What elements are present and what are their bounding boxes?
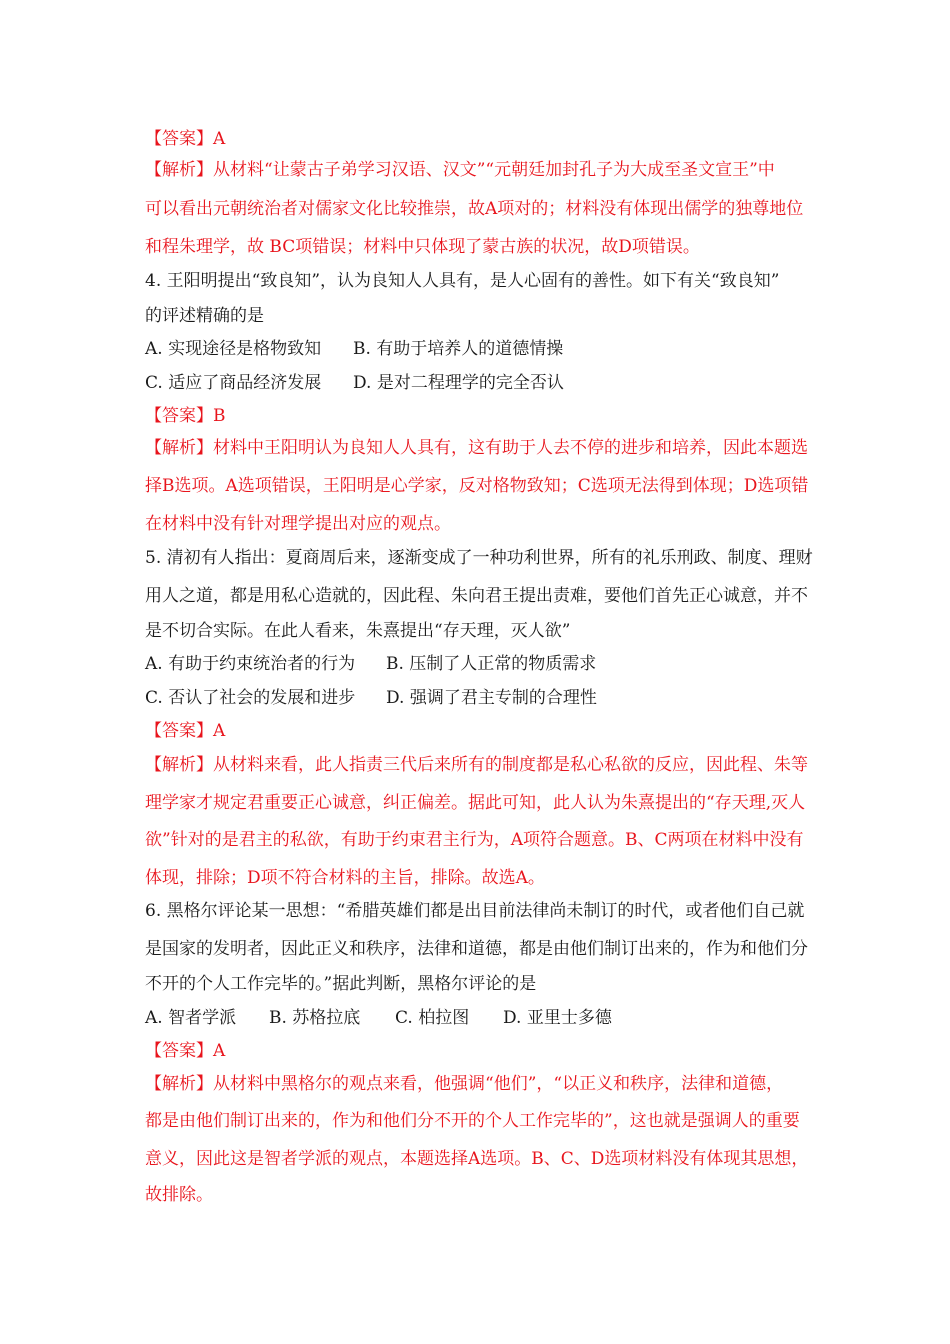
- analysis-line: 【解析】材料中王阳明认为良知人人具有，这有助于人去不停的进步和培养，因此本题选: [145, 438, 808, 458]
- analysis-line: 欲”针对的是君主的私欲，有助于约束君主行为，A项符合题意。B、C两项在材料中没有: [145, 830, 804, 850]
- option-c: C. 适应了商品经济发展: [145, 373, 322, 393]
- option-a: A. 有助于约束统治者的行为: [145, 654, 356, 674]
- analysis-line: 和程朱理学，故 BC项错误；材料中只体现了蒙古族的状况，故D项错误。: [145, 237, 700, 257]
- answer-line: 【答案】A: [145, 721, 226, 741]
- question-6-stem: 不开的个人工作完毕的。”据此判断，黑格尔评论的是: [145, 974, 537, 994]
- analysis-line: 【解析】从材料“让蒙古子弟学习汉语、汉文”“元朝廷加封孔子为大成至圣文宣王”中: [145, 160, 775, 180]
- analysis-line: 择B选项。A选项错误，王阳明是心学家，反对格物致知；C选项无法得到体现；D选项错: [145, 476, 809, 496]
- option-c: C. 柏拉图: [395, 1008, 470, 1028]
- option-b: B. 苏格拉底: [269, 1008, 361, 1028]
- option-d: D. 是对二程理学的完全否认: [353, 373, 564, 393]
- analysis-line: 【解析】从材料来看，此人指责三代后来所有的制度都是私心私欲的反应，因此程、朱等: [145, 755, 808, 775]
- question-4-stem: 的评述精确的是: [145, 306, 264, 326]
- analysis-line: 在材料中没有针对理学提出对应的观点。: [145, 514, 451, 534]
- analysis-line: 可以看出元朝统治者对儒家文化比较推崇，故A项对的；材料没有体现出儒学的独尊地位: [145, 199, 804, 219]
- option-d: D. 强调了君主专制的合理性: [386, 688, 597, 708]
- option-a: A. 智者学派: [145, 1008, 237, 1028]
- option-a: A. 实现途径是格物致知: [145, 339, 322, 359]
- analysis-line: 体现，排除；D项不符合材料的主旨，排除。故选A。: [145, 868, 545, 888]
- question-4-stem: 4. 王阳明提出“致良知”，认为良知人人具有，是人心固有的善性。如下有关“致良知”: [145, 271, 780, 291]
- analysis-line: 都是由他们制订出来的，作为和他们分不开的个人工作完毕的”，这也就是强调人的重要: [145, 1111, 800, 1131]
- analysis-line: 理学家才规定君重要正心诚意，纠正偏差。据此可知，此人认为朱熹提出的“存天理,灭人: [145, 793, 806, 813]
- question-5-stem: 5. 清初有人指出：夏商周后来，逐渐变成了一种功利世界，所有的礼乐刑政、制度、理财: [145, 548, 813, 568]
- question-5-stem: 是不切合实际。在此人看来，朱熹提出“存天理，灭人欲”: [145, 621, 571, 641]
- question-6-stem: 6. 黑格尔评论某一思想：“希腊英雄们都是出目前法律尚未制订的时代，或者他们自己就: [145, 901, 805, 921]
- analysis-line: 故排除。: [145, 1185, 213, 1205]
- option-b: B. 有助于培养人的道德情操: [353, 339, 564, 359]
- option-b: B. 压制了人正常的物质需求: [386, 654, 597, 674]
- option-c: C. 否认了社会的发展和进步: [145, 688, 356, 708]
- question-6-stem: 是国家的发明者，因此正义和秩序，法律和道德，都是由他们制订出来的，作为和他们分: [145, 939, 808, 959]
- question-5-stem: 用人之道，都是用私心造就的，因此程、朱向君王提出责难，要他们首先正心诚意，并不: [145, 586, 808, 606]
- analysis-line: 【解析】从材料中黑格尔的观点来看，他强调“他们”，“以正义和秩序，法律和道德，: [145, 1074, 784, 1094]
- analysis-line: 意义，因此这是智者学派的观点，本题选择A选项。B、C、D选项材料没有体现其思想，: [145, 1149, 809, 1169]
- answer-line: 【答案】A: [145, 129, 226, 149]
- answer-line: 【答案】B: [145, 406, 226, 426]
- answer-line: 【答案】A: [145, 1041, 226, 1061]
- option-d: D. 亚里士多德: [503, 1008, 612, 1028]
